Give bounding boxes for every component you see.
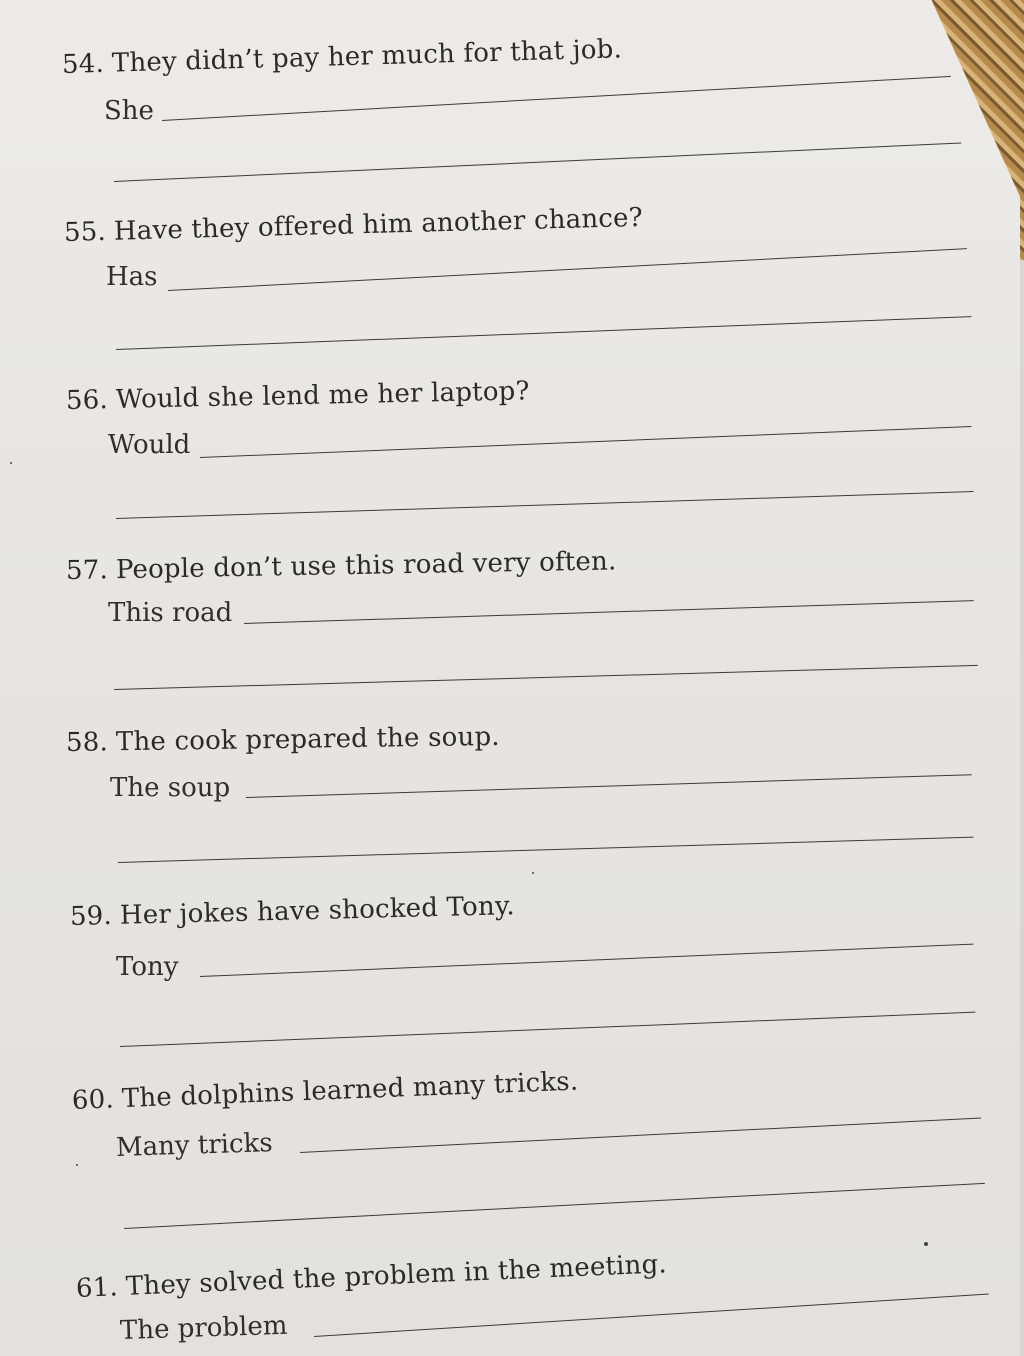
exercise-61-number: 61. (75, 1272, 119, 1304)
paper-speck (76, 1164, 78, 1166)
exercise-55-number: 55. (63, 216, 107, 248)
exercise-57-sentence (66, 546, 617, 586)
exercise-61-stem: The problem (119, 1310, 288, 1346)
exercise-58-text: The cook prepared the soup. (115, 721, 500, 758)
exercise-58-answer-line-2[interactable] (118, 837, 974, 863)
paper-speck (10, 462, 12, 464)
exercise-61-sentence (75, 1249, 667, 1304)
exercise-59-text: Her jokes have shocked Tony. (119, 891, 516, 931)
exercise-57-stem: This road (108, 598, 233, 628)
exercise-58-sentence (66, 722, 500, 758)
exercise-54-number: 54. (61, 48, 105, 80)
exercise-54-text: They didn’t pay her much for that job. (111, 34, 623, 79)
exercise-59-answer-line-2[interactable] (120, 1012, 975, 1047)
exercise-60-number: 60. (71, 1084, 115, 1116)
paper-speck (924, 1242, 928, 1246)
exercise-56-stem: Would (108, 430, 191, 460)
exercise-55-sentence (64, 203, 644, 248)
exercise-54-stem: She (104, 96, 154, 126)
exercise-60-text: The dolphins learned many tricks. (121, 1066, 579, 1115)
exercise-59-sentence (70, 891, 516, 932)
exercise-56-number: 56. (65, 385, 109, 416)
exercise-58-stem: The soup (110, 773, 231, 803)
exercise-55-answer-line-2[interactable] (116, 316, 971, 350)
exercise-60-answer-line-1[interactable] (300, 1117, 981, 1153)
exercise-61-answer-line-1[interactable] (314, 1294, 989, 1337)
exercise-56-answer-line-2[interactable] (116, 491, 974, 519)
exercise-55-answer-line-1[interactable] (168, 248, 967, 291)
exercise-56-sentence (66, 376, 530, 416)
exercise-55-text: Have they offered him another chance? (113, 202, 644, 247)
exercise-60-sentence (71, 1067, 578, 1116)
exercise-57-answer-line-1[interactable] (244, 600, 974, 624)
exercise-60-stem: Many tricks (115, 1128, 274, 1163)
paper-speck (532, 872, 534, 874)
exercise-57-answer-line-2[interactable] (114, 665, 978, 690)
exercise-59-number: 59. (69, 900, 113, 932)
exercise-59-stem: Tony (116, 952, 179, 982)
exercise-56-answer-line-1[interactable] (200, 426, 971, 458)
exercise-55-stem: Has (106, 262, 158, 292)
exercise-56-text: Would she lend me her laptop? (115, 376, 530, 415)
exercise-59-answer-line-1[interactable] (200, 944, 973, 977)
exercise-60-answer-line-2[interactable] (124, 1183, 985, 1229)
exercise-61-text: They solved the problem in the meeting. (125, 1249, 668, 1302)
exercise-58-answer-line-1[interactable] (246, 774, 972, 798)
exercise-58-number: 58. (65, 727, 109, 758)
exercise-57-text: People don’t use this road very often. (115, 546, 617, 586)
exercise-57-number: 57. (65, 555, 109, 586)
